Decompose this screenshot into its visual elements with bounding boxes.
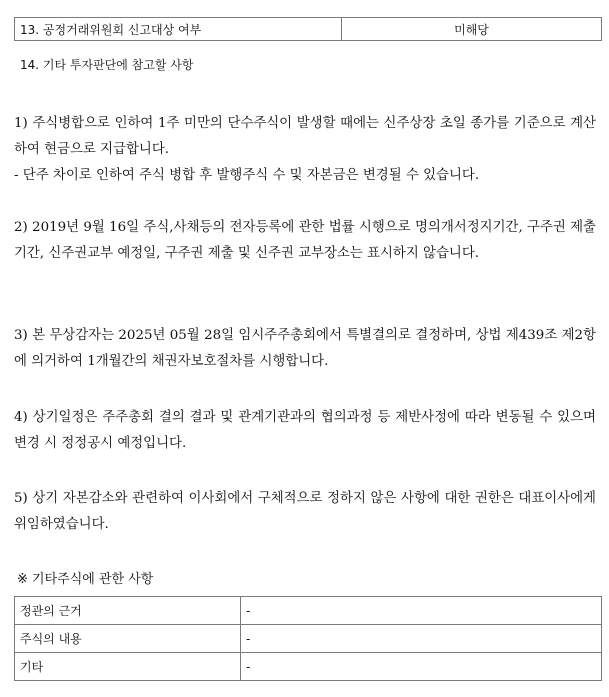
paragraph-5 (14, 486, 596, 538)
articles-basis-value: - (241, 597, 602, 625)
paragraph-1-line-2: - 단주 차이로 인하여 주식 병합 후 발행주식 수 및 자본금은 변경될 수 있습니다. (14, 168, 480, 183)
section-heading: 14. 기타 투자판단에 참고할 사항 (20, 58, 194, 72)
other-stock-table (14, 596, 602, 681)
fair-trade-report-label: 13. 공정거래위원회 신고대상 여부 (15, 18, 342, 41)
note-heading: ※ 기타주식에 관한 사항 (17, 572, 154, 587)
paragraph-2 (14, 215, 596, 267)
paragraph-1 (14, 111, 596, 189)
paragraph-3 (14, 323, 596, 375)
table-row (15, 18, 602, 41)
table-row (15, 625, 602, 653)
fair-trade-report-value: 미해당 (342, 18, 602, 41)
paragraph-4 (14, 405, 596, 457)
paragraph-3-text: 3) 본 무상감자는 2025년 05월 28일 임시주주총회에서 특별결의로 결정하며, 상법 제439조 제2항에 의거하여 1개월간의 채권자보호절차를 시행합니다. (14, 328, 596, 369)
paragraph-4-text: 4) 상기일정은 주주총회 결의 결과 및 관계기관과의 협의과정 등 제반사정에 따라 변동될 수 있으며 변경 시 정정공시 예정입니다. (14, 410, 596, 451)
stock-content-label: 주식의 내용 (15, 625, 241, 653)
other-value: - (241, 653, 602, 681)
articles-basis-label: 정관의 근거 (15, 597, 241, 625)
other-label: 기타 (15, 653, 241, 681)
stock-content-value: - (241, 625, 602, 653)
table-row (15, 653, 602, 681)
paragraph-2-text: 2) 2019년 9월 16일 주식,사채등의 전자등록에 관한 법률 시행으로 명의개서정지기간, 구주권 제출기간, 신주권교부 예정일, 구주권 제출 및 신주권 교부장소는 표시하지 않습니다. (14, 220, 596, 261)
table-row (15, 597, 602, 625)
paragraph-1-line-1: 1) 주식병합으로 인하여 1주 미만의 단수주식이 발생할 때에는 신주상장 초일 종가를 기준으로 계산하여 현금으로 지급합니다. (14, 116, 596, 157)
paragraph-5-text: 5) 상기 자본감소와 관련하여 이사회에서 구체적으로 정하지 않은 사항에 대한 권한은 대표이사에게 위임하였습니다. (14, 491, 596, 532)
disclosure-table (14, 17, 602, 41)
